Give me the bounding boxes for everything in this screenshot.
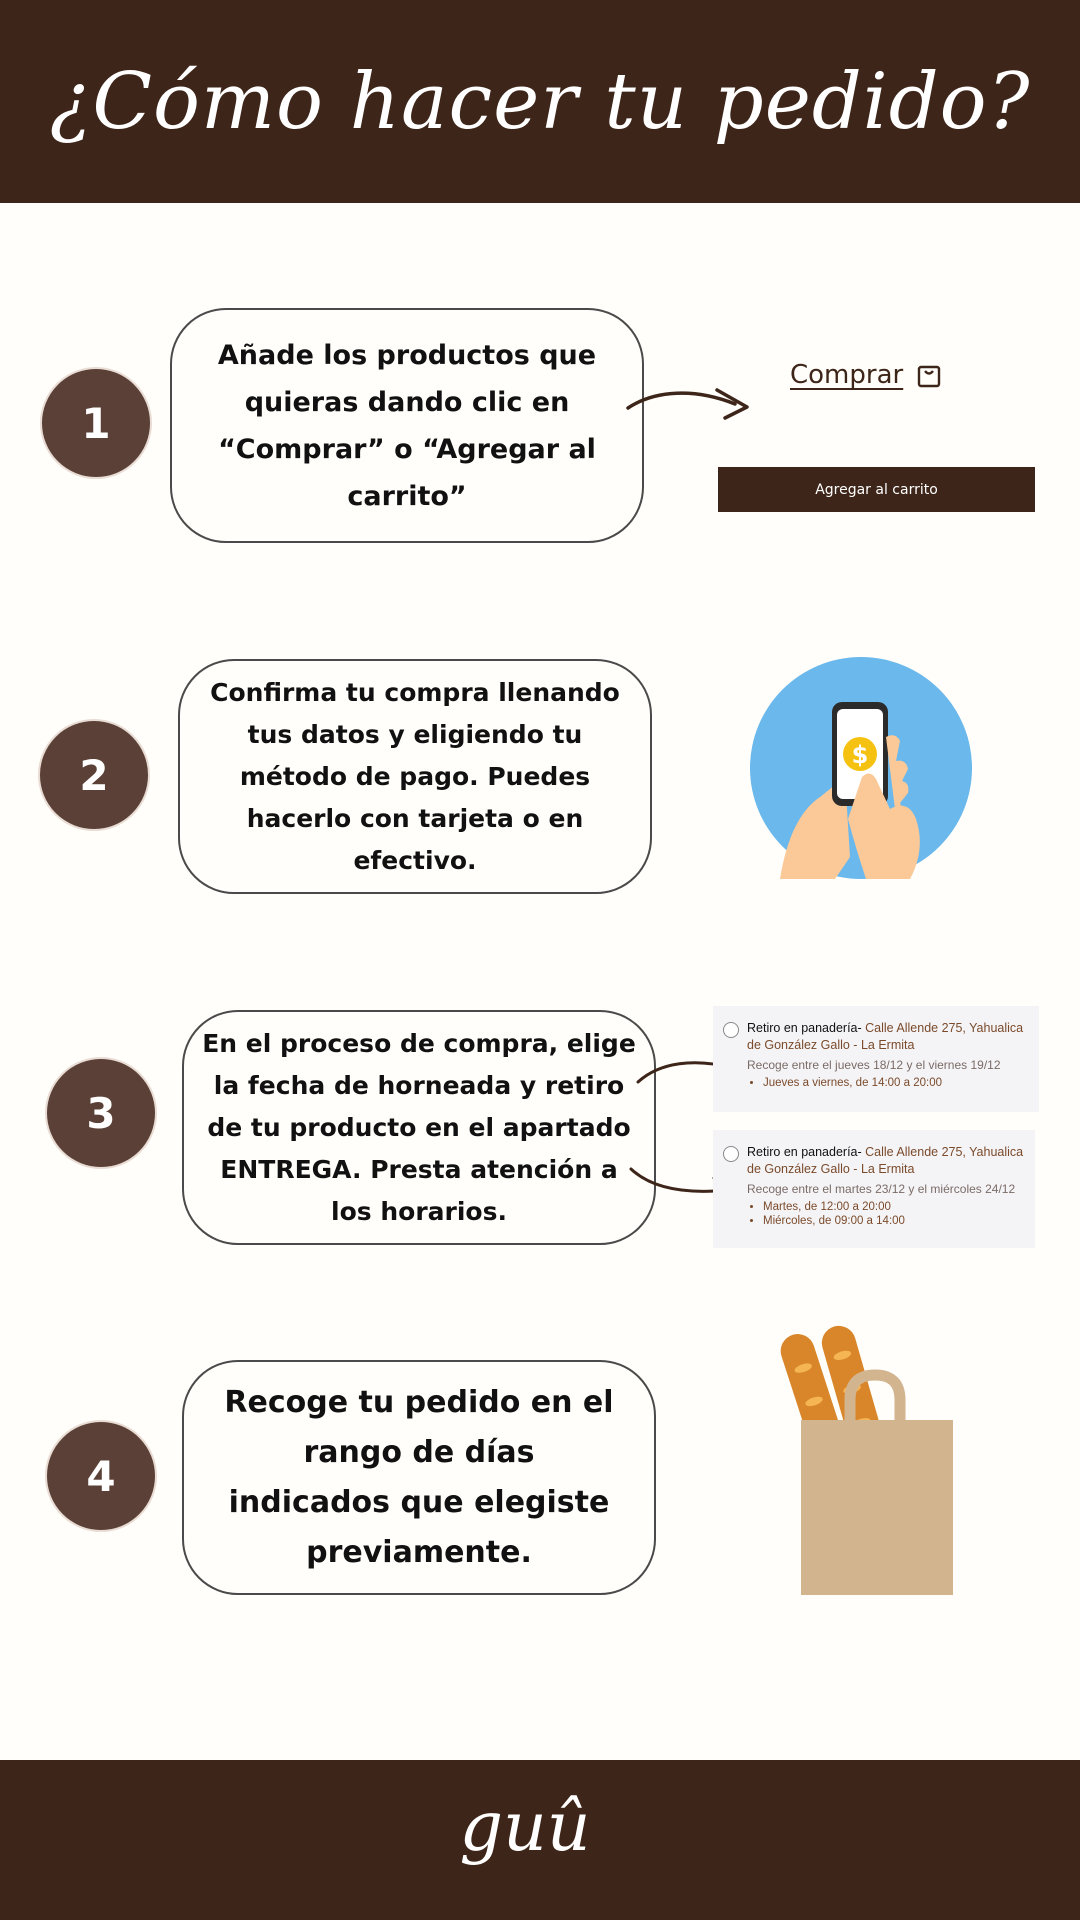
- svg-text:$: $: [851, 741, 869, 769]
- step-1-text: Añade los productos que quieras dando clic en “Comprar” o “Agregar al carrito”: [170, 308, 644, 543]
- arrow-step-1: [625, 380, 765, 425]
- delivery-option-2: [713, 1130, 1035, 1248]
- comprar-label: Comprar: [790, 360, 904, 390]
- delivery-option-range: Recoge entre el jueves 18/12 y el viernes 19/12: [747, 1058, 1001, 1072]
- phone-payment-illustration: [750, 657, 972, 879]
- schedule-item: • Martes, de 12:00 a 20:00: [763, 1201, 1025, 1213]
- comprar-link-example: [790, 360, 941, 390]
- delivery-option-range: Recoge entre el martes 23/12 y el miércoles 24/12: [747, 1182, 1016, 1196]
- step-number-1: 1: [40, 367, 152, 479]
- step-3-text: En el proceso de compra, elige la fecha de horneada y retiro de tu producto en el apartado ENTREGA. Presta atención a los horarios.: [182, 1010, 656, 1245]
- agregar-al-carrito-button-example: Agregar al carrito: [718, 467, 1035, 512]
- delivery-option-schedules: [763, 1077, 1029, 1089]
- delivery-option-title: [747, 1020, 1029, 1054]
- logo-text: guû: [459, 1788, 591, 1867]
- delivery-option-address: Calle Allende 275, Yahualica de González Gallo - La Ermita: [747, 1145, 1024, 1176]
- delivery-option-schedules: [763, 1201, 1025, 1227]
- radio-icon: [723, 1022, 739, 1038]
- page-header: [0, 0, 1080, 203]
- delivery-option-bold: Retiro en panadería-: [747, 1145, 862, 1159]
- delivery-option-title: [747, 1144, 1025, 1178]
- page-title: ¿Cómo hacer tu pedido?: [49, 56, 1031, 147]
- step-number-4: 4: [45, 1420, 157, 1532]
- delivery-option-bold: Retiro en panadería-: [747, 1021, 862, 1035]
- radio-icon: [723, 1146, 739, 1162]
- step-number-3: 3: [45, 1057, 157, 1169]
- brand-logo: [425, 1780, 625, 1890]
- shopping-bag-icon: [917, 362, 941, 388]
- delivery-option-address: Calle Allende 275, Yahualica de González Gallo - La Ermita: [747, 1021, 1024, 1052]
- step-4-text: Recoge tu pedido en el rango de días indicados que elegiste previamente.: [182, 1360, 656, 1595]
- step-number-2: 2: [38, 719, 150, 831]
- page-footer: [0, 1760, 1080, 1920]
- step-2-text: Confirma tu compra llenando tus datos y eligiendo tu método de pago. Puedes hacerlo con tarjeta o en efectivo.: [178, 659, 652, 894]
- schedule-item: • Miércoles, de 09:00 a 14:00: [763, 1215, 1025, 1227]
- bread-bag-illustration: [780, 1320, 960, 1600]
- schedule-item: • Jueves a viernes, de 14:00 a 20:00: [763, 1077, 1029, 1089]
- delivery-option-1: [713, 1006, 1039, 1112]
